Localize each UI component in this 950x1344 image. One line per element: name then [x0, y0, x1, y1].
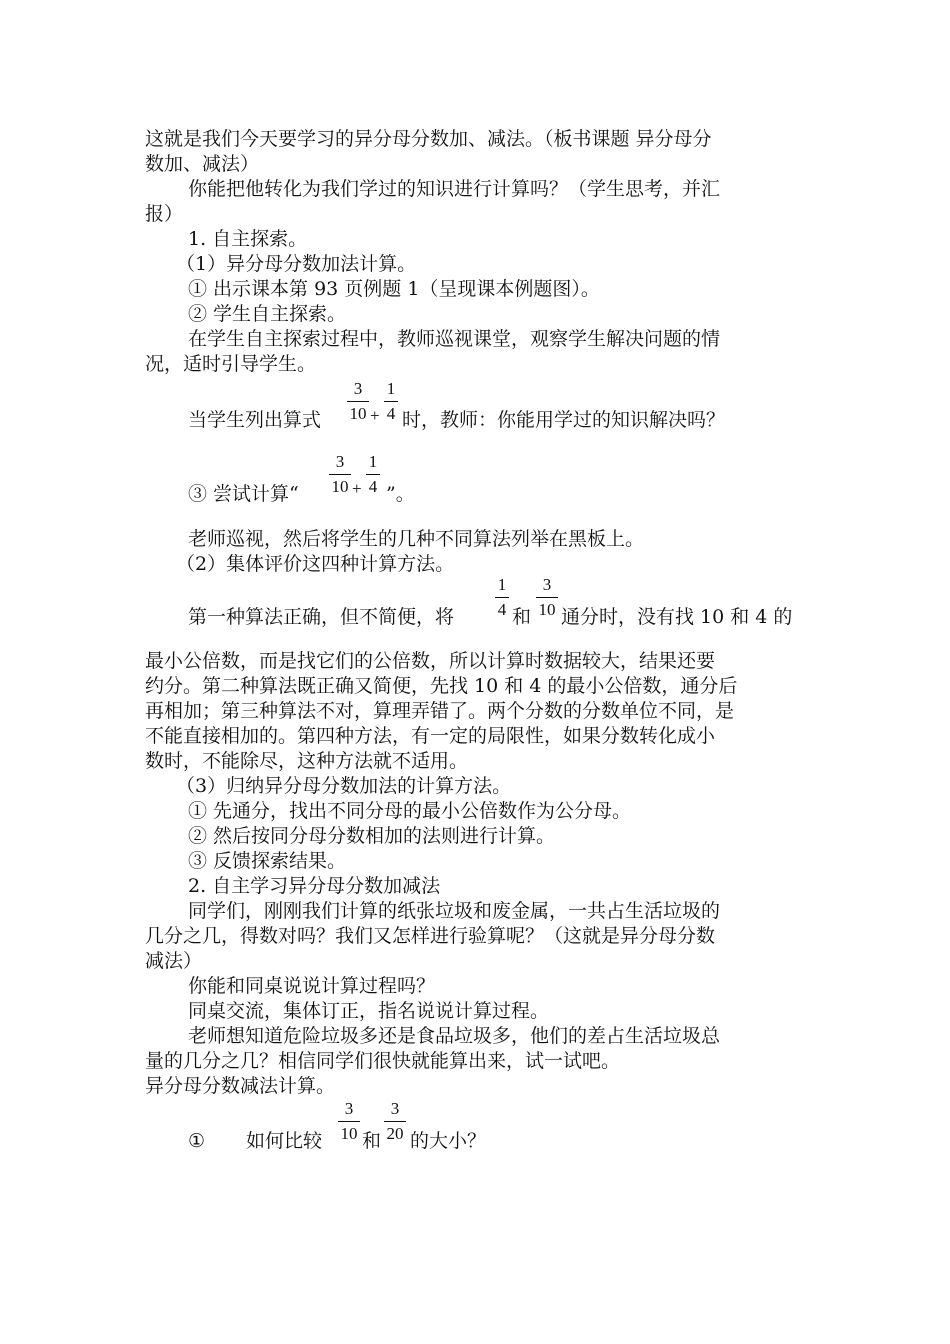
fraction-bar: [329, 474, 351, 475]
list-item: ① 出示课本第 93 页例题 1（呈现课本例题图）。: [188, 278, 600, 300]
list-item: ③ 尝试计算“: [188, 483, 299, 505]
fraction-bar: [347, 401, 369, 402]
paragraph-line: 减法）: [145, 950, 203, 972]
list-item: ② 学生自主探索。: [188, 303, 347, 325]
fraction-denominator: 4: [386, 404, 396, 423]
fraction-bar: [384, 401, 398, 402]
list-item-marker: ①: [188, 1130, 206, 1152]
paragraph-line: 这就是我们今天要学习的异分母分数加、减法。（板书课题 异分母分: [145, 128, 712, 150]
paragraph-line: 通分时，没有找 10 和 4 的: [561, 606, 793, 628]
paragraph-line: 和: [512, 606, 532, 628]
section-heading: 2. 自主学习异分母分数加减法: [188, 875, 441, 897]
fraction-numerator: 1: [386, 379, 396, 398]
list-item: ③ 反馈探索结果。: [188, 850, 347, 872]
fraction-denominator: 4: [368, 477, 378, 496]
fraction-numerator: 3: [344, 1099, 354, 1118]
fraction-denominator: 10: [538, 600, 556, 619]
fraction-bar: [536, 597, 558, 598]
paragraph-line: 你能把他转化为我们学过的知识进行计算吗？（学生思考，并汇: [188, 178, 721, 200]
paragraph-line: 在学生自主探索过程中，教师巡视课堂，观察学生解决问题的情: [188, 328, 721, 350]
paragraph-line: 同桌交流，集体订正，指名说说计算过程。: [188, 1000, 550, 1022]
section-heading: 1. 自主探索。: [188, 228, 308, 250]
paragraph-line: 数加、减法）: [145, 153, 260, 175]
list-item: ② 然后按同分母分数相加的法则进行计算。: [188, 825, 556, 847]
fraction-denominator: 20: [386, 1124, 404, 1143]
paragraph-line: 老师巡视，然后将学生的几种不同算法列举在黑板上。: [188, 528, 645, 550]
list-item: ”。: [386, 483, 415, 505]
paragraph-line: 你能和同桌说说计算过程吗？: [188, 975, 436, 997]
paragraph-line: 时，教师：你能用学过的知识解决吗？: [402, 409, 726, 431]
fraction-bar: [338, 1121, 360, 1122]
fraction-numerator: 1: [368, 452, 378, 471]
fraction-denominator: 10: [340, 1124, 358, 1143]
paragraph-line: 异分母分数减法计算。: [145, 1075, 336, 1097]
fraction-bar: [366, 474, 380, 475]
plus-sign: +: [370, 406, 380, 425]
fraction-denominator: 4: [497, 600, 507, 619]
paragraph-line: 约分。第二种算法既正确又简便，先找 10 和 4 的最小公倍数，通分后: [145, 675, 738, 697]
paragraph-line: 当学生列出算式: [188, 409, 322, 431]
paragraph-line: 老师想知道危险垃圾多还是食品垃圾多，他们的差占生活垃圾总: [188, 1025, 721, 1047]
fraction-bar: [384, 1121, 406, 1122]
paragraph-line: 再相加；第三种算法不对，算理弄错了。两个分数的分数单位不同，是: [145, 700, 735, 722]
fraction-bar: [495, 597, 509, 598]
paragraph-line: 数时，不能除尽，这种方法就不适用。: [145, 750, 469, 772]
paragraph-line: 同学们，刚刚我们计算的纸张垃圾和废金属，一共占生活垃圾的: [188, 900, 721, 922]
paragraph-line: 量的几分之几？相信同学们很快就能算出来，试一试吧。: [145, 1050, 621, 1072]
fraction-numerator: 1: [497, 575, 507, 594]
fraction-numerator: 3: [542, 575, 552, 594]
fraction-numerator: 3: [335, 452, 345, 471]
paragraph-line: 不能直接相加的。第四种方法，有一定的局限性，如果分数转化成小: [145, 725, 716, 747]
paragraph-line: 况，适时引导学生。: [145, 353, 317, 375]
paragraph-line: 第一种算法正确，但不简便，将: [188, 606, 455, 628]
list-item: 的大小？: [410, 1130, 487, 1152]
fraction-denominator: 10: [331, 477, 349, 496]
plus-sign: +: [352, 479, 362, 498]
subsection-heading: （1）异分母分数加法计算。: [176, 253, 417, 275]
paragraph-line: 报）: [145, 203, 184, 225]
list-item: 如何比较: [246, 1130, 323, 1152]
paragraph-line: 几分之几，得数对吗？我们又怎样进行验算呢？（这就是异分母分数: [145, 925, 716, 947]
list-item: 和: [362, 1130, 382, 1152]
fraction-numerator: 3: [390, 1099, 400, 1118]
fraction-denominator: 10: [349, 404, 367, 423]
subsection-heading: （3）归纳异分母分数加法的计算方法。: [176, 775, 512, 797]
subsection-heading: （2）集体评价这四种计算方法。: [176, 553, 455, 575]
fraction-numerator: 3: [353, 379, 363, 398]
list-item: ① 先通分，找出不同分母的最小公倍数作为公分母。: [188, 800, 632, 822]
paragraph-line: 最小公倍数，而是找它们的公倍数，所以计算时数据较大，结果还要: [145, 650, 716, 672]
